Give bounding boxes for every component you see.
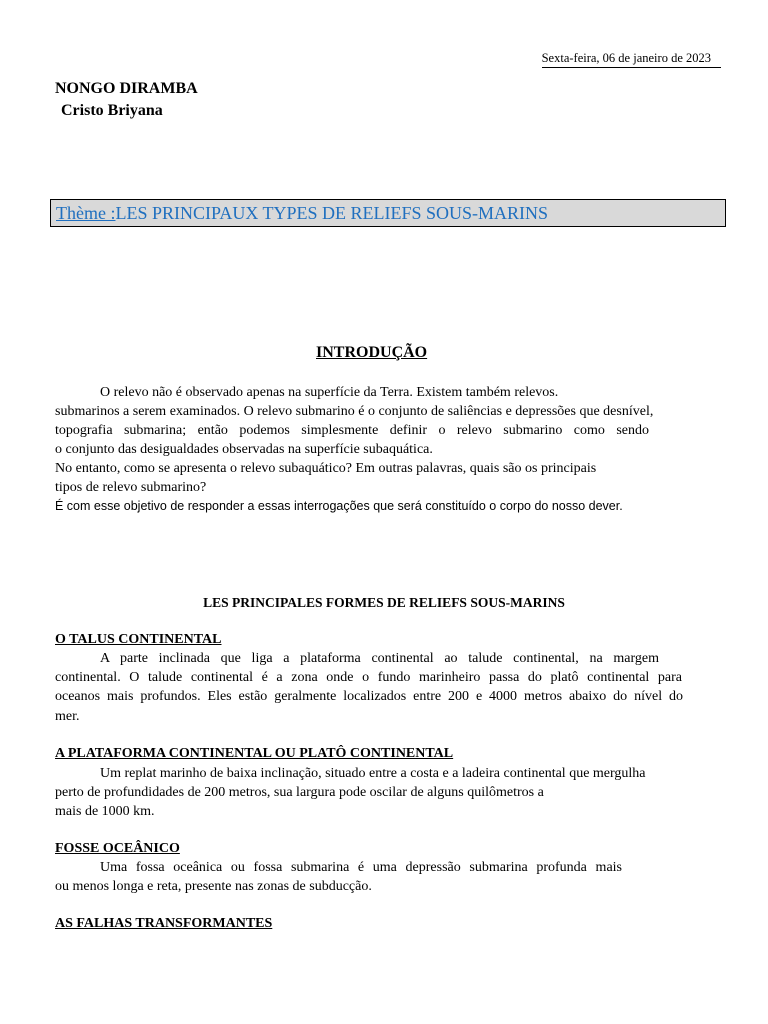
- talus-line-4: mer.: [55, 709, 80, 724]
- document-date: Sexta-feira, 06 de janeiro de 2023: [542, 51, 721, 68]
- talus-line-2: continental. O talude continental é a zona onde o fundo marinheiro passa do platô continental para: [55, 670, 682, 685]
- introduction-heading: INTRODUÇÃO: [316, 344, 428, 361]
- intro-line-5: No entanto, como se apresenta o relevo subaquático? Em outras palavras, quais são os principais: [55, 461, 597, 476]
- intro-line-6: tipos de relevo submarino?: [55, 480, 207, 495]
- plataforma-line-2: perto de profundidades de 200 metros, sua largura pode oscilar de alguns quilômetros a: [55, 785, 544, 800]
- intro-line-1: O relevo não é observado apenas na superfície da Terra. Existem também relevos.: [100, 385, 559, 400]
- fosse-line-1: Uma fossa oceânica ou fossa submarina é uma depressão submarina profunda mais: [100, 860, 622, 875]
- heading-plataforma-continental: A PLATAFORMA CONTINENTAL OU PLATÔ CONTINENTAL: [55, 746, 454, 761]
- fosse-line-2: ou menos longa e reta, presente nas zonas de subducção.: [55, 879, 372, 894]
- theme-title: LES PRINCIPAUX TYPES DE RELIEFS SOUS-MARINS: [115, 203, 549, 223]
- theme-box: [50, 199, 726, 227]
- heading-talus-continental: O TALUS CONTINENTAL: [55, 632, 222, 647]
- author-name-1: NONGO DIRAMBA: [55, 80, 198, 97]
- author-name-2: Cristo Briyana: [61, 102, 163, 119]
- intro-line-3: topografia submarina; então podemos simplesmente definir o relevo submarino como sendo: [55, 423, 649, 438]
- intro-line-4: o conjunto das desigualdades observadas na superfície subaquática.: [55, 442, 433, 457]
- plataforma-line-1: Um replat marinho de baixa inclinação, situado entre a costa e a ladeira continental que mergulha: [100, 766, 646, 781]
- heading-falhas-transformantes: AS FALHAS TRANSFORMANTES: [55, 916, 273, 931]
- intro-line-7: É com esse objetivo de responder a essas interrogações que será constituído o corpo do nosso dever.: [55, 499, 623, 513]
- talus-line-1: A parte inclinada que liga a plataforma continental ao talude continental, na margem: [100, 651, 659, 666]
- plataforma-line-3: mais de 1000 km.: [55, 804, 155, 819]
- intro-line-2: submarinos a serem examinados. O relevo submarino é o conjunto de saliências e depressões que desnível,: [55, 404, 654, 419]
- theme-label: Thème :: [56, 203, 116, 223]
- talus-line-3: oceanos mais profundos. Eles estão geralmente localizados entre 200 e 4000 metros abaixo do nível do: [55, 689, 683, 704]
- heading-fosse-oceanico: FOSSE OCEÂNICO: [55, 841, 180, 856]
- main-section-title: LES PRINCIPALES FORMES DE RELIEFS SOUS-MARINS: [203, 595, 565, 610]
